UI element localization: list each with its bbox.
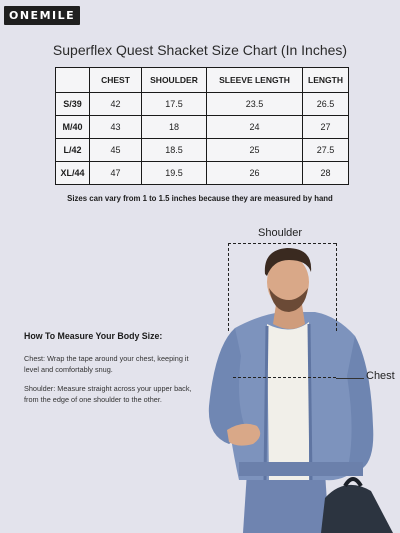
shoulder-right-marker (336, 243, 337, 331)
header-length: LENGTH (303, 68, 349, 93)
length-cell: 26.5 (303, 93, 349, 116)
chest-cell: 47 (90, 162, 142, 185)
shoulder-cell: 17.5 (142, 93, 207, 116)
length-cell: 27 (303, 116, 349, 139)
shoulder-left-marker (228, 243, 229, 331)
chest-cell: 42 (90, 93, 142, 116)
brand-logo: ONEMILE (4, 6, 80, 25)
sleeve-cell: 25 (207, 139, 303, 162)
sleeve-cell: 24 (207, 116, 303, 139)
size-cell: M/40 (56, 116, 90, 139)
shoulder-label: Shoulder (258, 227, 303, 239)
shoulder-cell: 18.5 (142, 139, 207, 162)
shoulder-cell: 19.5 (142, 162, 207, 185)
chest-label: Chest (366, 370, 395, 382)
how-to-measure-heading: How To Measure Your Body Size: (24, 331, 163, 341)
size-variance-note: Sizes can vary from 1 to 1.5 inches because they are measured by hand (67, 194, 333, 203)
jeans-shape (243, 472, 329, 533)
tshirt-shape (267, 322, 309, 480)
header-sleeve-length: SLEEVE LENGTH (207, 68, 303, 93)
chest-measure-line (233, 377, 336, 378)
table-row (56, 162, 349, 185)
backpack-icon (321, 485, 393, 533)
sleeve-cell: 23.5 (207, 93, 303, 116)
shoulder-instruction: Shoulder: Measure straight across your upper back, from the edge of one shoulder to the other. (24, 384, 192, 404)
length-cell: 27.5 (303, 139, 349, 162)
chest-cell: 45 (90, 139, 142, 162)
header-shoulder: SHOULDER (142, 68, 207, 93)
shoulder-cell: 18 (142, 116, 207, 139)
header-size (56, 68, 90, 93)
table-row (56, 139, 349, 162)
table-row (56, 116, 349, 139)
page-title: Superflex Quest Shacket Size Chart (In Inches) (52, 42, 348, 58)
size-cell: XL/44 (56, 162, 90, 185)
chest-instruction: Chest: Wrap the tape around your chest, keeping it level and comfortably snug. (24, 354, 189, 374)
how-to-measure-section (24, 330, 194, 405)
header-chest: CHEST (90, 68, 142, 93)
size-cell: S/39 (56, 93, 90, 116)
table-row (56, 93, 349, 116)
shoulder-measure-line (228, 243, 336, 244)
table-header-row (56, 68, 349, 93)
size-chart-table (55, 67, 349, 185)
sleeve-cell: 26 (207, 162, 303, 185)
chest-cell: 43 (90, 116, 142, 139)
model-illustration (195, 236, 400, 533)
length-cell: 28 (303, 162, 349, 185)
size-cell: L/42 (56, 139, 90, 162)
chest-pointer-line (336, 378, 364, 379)
